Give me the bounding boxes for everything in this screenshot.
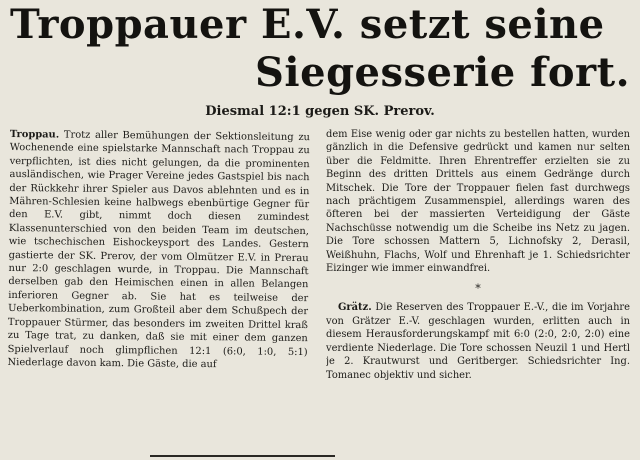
left-column-paragraph xyxy=(7,128,310,372)
right-column-paragraph-1: dem Eise wenig oder gar nichts zu bestellen hatten, wurden gänzlich in die Defensive gedrückt und kamen nur selten über die Feldmitte. Ihren Ehrentreffer erzielten sie zu Beginn des dritten Drittels aus einem Gedränge durch Mitschek. Die Tore der Troppauer fielen fast durchwegs nach prächtigem Zusammenspiel, allerdings waren des öfteren bei der massierten Verteidigung der Gäste Nachschüsse notwendig um die Scheibe ins Netz zu jagen. Die Tore schossen Mattern 5, Lichnofsky 2, Derasil, Weißhuhn, Flachs, Wolf und Ehrenhaft je 1. Schiedsrichter Eizinger wie immer einwandfrei. xyxy=(326,129,630,275)
headline-line-1: Troppauer E.V. setzt seine xyxy=(10,1,605,48)
headline-line-2: Siegesserie fort. xyxy=(255,49,630,96)
bottom-rule xyxy=(150,455,335,457)
article-column-right xyxy=(326,128,630,454)
left-column-text: Trotz aller Bemühungen der Sektionsleitung zu Wochenende eine spielstarke Mannschaft nach Troppau zu verpflichten, ist dies nicht gelungen, da die prominenten ausländischen, wie Prager Vereine jedes Gastspiel bis nach der Rückkehr ihrer Spieler aus Davos ablehnten und es in Mähren-Schlesien keine halbwegs ebenbürtige Gegner für den E.V. gibt, nimmt doch diesen zumindest Klassenunterschied von den beiden Team im deutschen, wie tschechischen Eishockeysport des Landes. Gestern gastierte der SK. Prerov, der vom Olmützer E.V. in Prerau nur 2:0 geschlagen wurde, in Troppau. Die Mannschaft derselben gab den Heimischen einen in allen Belangen inferioren Gegner ab. Sie hat es teilweise der Ueberkombination, zum Großteil aber dem Schußpech der Troppauer Stürmer, das besonders im zweiten Drittel kraß zu Tage trat, zu danken, daß sie mit einer dem ganzen Spielverlauf noch glimpflichen 12:1 (6:0, 1:0, 5:1) Niederlage davon kam. Die Gäste, die auf xyxy=(7,129,310,371)
section-divider: * xyxy=(475,282,481,296)
right-column-paragraph-2 xyxy=(326,301,630,381)
dateline-troppau: Troppau. xyxy=(9,128,60,141)
right-column-paragraph-2-text: Die Reserven des Troppauer E.-V., die im Vorjahre von Grätzer E.-V. geschlagen wurden, erlitten auch in diesem Herausforderungskampf mit 6:0 (2:0, 2:0, 2:0) eine verdiente Niederlage. Die Tore schossen Neuzil 1 und Hertl je 2. Krautwurst und Geritberger. Schiedsrichter Ing. Tomanec objektiv und sicher. xyxy=(326,302,630,381)
article-column-left xyxy=(7,128,310,457)
dateline-graetz: Grätz. xyxy=(338,302,372,314)
subheadline: Diesmal 12:1 gegen SK. Prerov. xyxy=(205,104,435,119)
